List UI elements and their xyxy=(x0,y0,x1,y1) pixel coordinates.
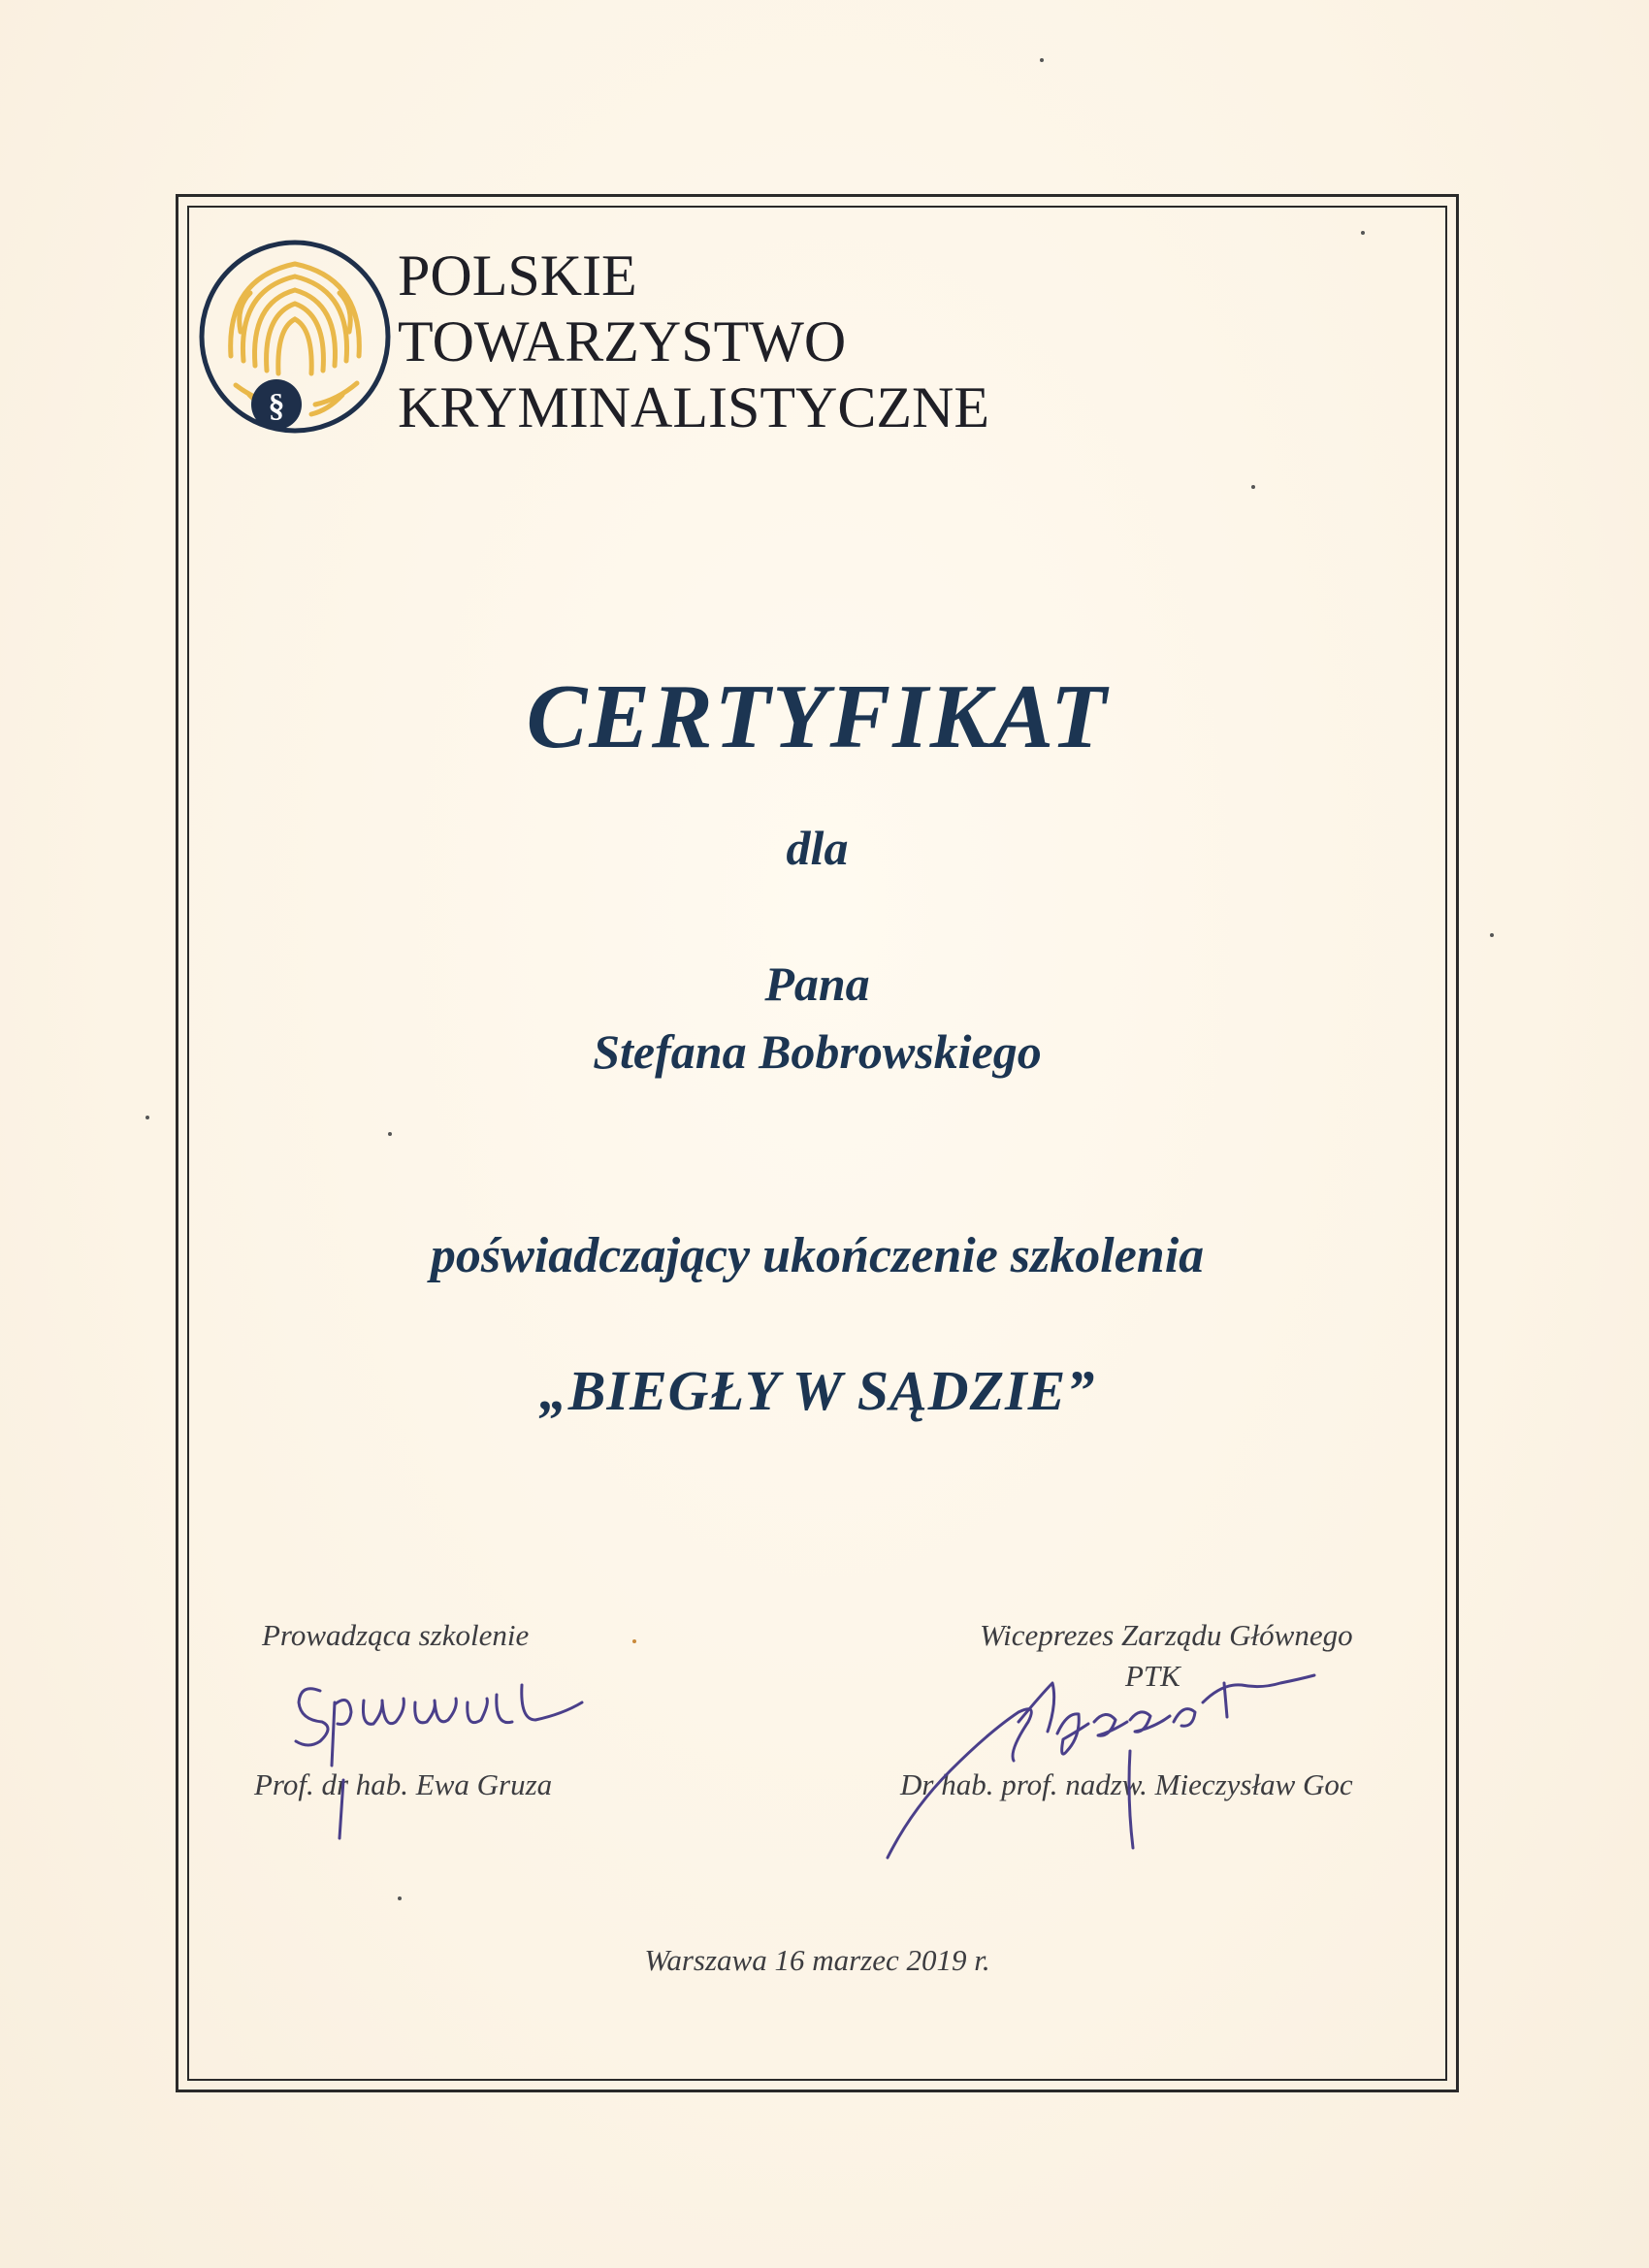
recipient-name: Stefana Bobrowskiego xyxy=(593,1024,1042,1079)
scan-speck xyxy=(1490,933,1494,937)
certificate-description: poświadczający ukończenie szkolenia xyxy=(430,1228,1205,1283)
scan-speck xyxy=(398,1896,402,1900)
fingerprint-logo-icon xyxy=(197,240,393,434)
left-signatory-role: Prowadząca szkolenie xyxy=(262,1618,530,1652)
right-signatory-role-line2: PTK xyxy=(1125,1659,1180,1693)
left-signatory-name: Prof. dr hab. Ewa Gruza xyxy=(254,1767,553,1801)
scan-speck xyxy=(388,1132,392,1136)
organization-name xyxy=(398,243,989,440)
scan-speck xyxy=(1251,485,1255,489)
for-label: dla xyxy=(786,821,849,875)
left-signature xyxy=(281,1673,611,1848)
certificate-title: CERTYFIKAT xyxy=(526,666,1109,767)
right-signatory-role: Wiceprezes Zarządu Głównego xyxy=(980,1618,1353,1652)
org-name-line-2: TOWARZYSTWO xyxy=(398,309,847,373)
scan-speck xyxy=(632,1639,636,1643)
logo-symbol: § xyxy=(268,388,285,424)
org-name-line-1: POLSKIE xyxy=(398,243,637,308)
right-signature xyxy=(873,1664,1329,1877)
org-name-line-3: KRYMINALISTYCZNE xyxy=(398,375,989,439)
scan-speck xyxy=(146,1116,149,1119)
salutation: Pana xyxy=(764,956,870,1011)
place-and-date: Warszawa 16 marzec 2019 r. xyxy=(644,1943,990,1977)
scan-speck xyxy=(1040,58,1044,62)
right-signatory-name: Dr hab. prof. nadzw. Mieczysław Goc xyxy=(900,1767,1353,1801)
course-name: „BIEGŁY W SĄDZIE” xyxy=(538,1359,1096,1422)
scan-speck xyxy=(1361,231,1365,235)
